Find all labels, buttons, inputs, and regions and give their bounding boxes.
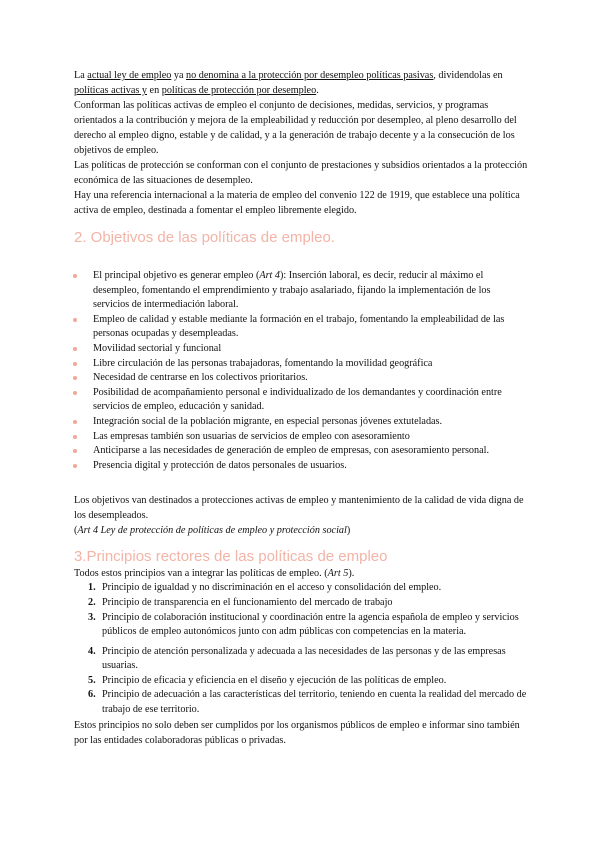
list-item: Anticiparse a las necesidades de generación de empleo de empresas, con asesoramiento personal. [74, 444, 529, 459]
section-heading-objetivos: 2. Objetivos de las políticas de empleo. [74, 229, 335, 246]
bullet-icon [73, 449, 77, 453]
list-item: Las empresas también son usuarias de servicios de empleo con asesoramiento [74, 430, 529, 445]
intro-paragraph-2: Conforman las políticas activas de empleo el conjunto de decisiones, medidas, servicios, y programas orientados a la contribución y mejora de la empleabilidad y reducción por desempleo, al pleno desarrollo del derecho al empleo digno, estable y de calidad, y a la generación de trabajo decente y a la consecución de los objetivos de empleo. [74, 100, 517, 156]
objetivos-reference: (Art 4 Ley de protección de políticas de empleo y protección social) [74, 525, 351, 537]
link-politicas-proteccion: políticas de protección por desempleo [161, 85, 317, 96]
intro-paragraph-1: La actual ley de empleo ya no denomina a la protección por desempleo políticas pasivas, dividendolas en políticas activas y en políticas de protección por desempleo. [74, 70, 503, 96]
list-item: 4. Principio de atención personalizada y adecuada a las necesidades de las personas y de las empresas usuarias. [88, 645, 506, 672]
bullet-icon [73, 420, 77, 424]
section-heading-principios: 3.Principios rectores de las políticas de empleo [74, 548, 388, 566]
list-item: 2. Principio de transparencia en el funcionamiento del mercado de trabajo [88, 596, 393, 608]
list-item: El principal objetivo es generar empleo (Art 4): Inserción laboral, es decir, reducir al máximo el desempleo, fomentando el emprendimiento y trabajo asalariado, fijando la implementación de los servicios de intermediación laboral. [74, 269, 529, 313]
intro-paragraph-3: Las políticas de protección se conforman con el conjunto de prestaciones y subsidios orientados a la protección económica de las situaciones de desempleo. [74, 160, 528, 186]
list-item: Necesidad de centrarse en los colectivos prioritarios. [74, 371, 529, 386]
link-politicas-activas: políticas activas y [74, 85, 147, 96]
bullet-icon [73, 464, 77, 468]
bullet-icon [73, 391, 77, 395]
list-item: 3. Principio de colaboración institucional y coordinación entre la agencia española de empleo y servicios públicos de empleo autonómicos junto con adm públicas con competencias en la materia. [88, 611, 519, 638]
bullet-icon [73, 318, 77, 322]
list-item: Libre circulación de las personas trabajadoras, fomentando la movilidad geográfica [74, 357, 529, 372]
list-item: 5. Principio de eficacia y eficiencia en el diseño y ejecución de las políticas de empleo. [88, 674, 447, 686]
bullet-icon [73, 347, 77, 351]
intro-paragraph-4: Hay una referencia internacional a la materia de empleo del convenio 122 de 1919, que establece una política activa de empleo, destinada a fomentar el empleo libremente elegido. [74, 190, 520, 216]
list-item: Presencia digital y protección de datos personales de usuarios. [74, 459, 529, 474]
bullet-icon [73, 376, 77, 380]
objetivos-list [74, 269, 529, 473]
link-no-denomina: no denomina a la protección por desempleo políticas pasivas [186, 70, 434, 81]
principios-intro: Todos estos principios van a integrar las políticas de empleo. (Art 5). [74, 568, 355, 580]
link-actual-ley: actual ley de empleo [87, 70, 172, 81]
list-item: Empleo de calidad y estable mediante la formación en el trabajo, fomentando la empleabilidad de las personas ocupadas y desempleadas. [74, 313, 529, 342]
list-item: 1. Principio de igualdad y no discriminación en el acceso y consolidación del empleo. [88, 582, 442, 594]
list-item: Movilidad sectorial y funcional [74, 342, 529, 357]
objetivos-closing: Los objetivos van destinados a protecciones activas de empleo y mantenimiento de la calidad de vida digna de los desempleados. [74, 495, 524, 522]
bullet-icon [73, 435, 77, 439]
list-item: Integración social de la población migrante, en especial personas jóvenes extuteladas. [74, 415, 529, 430]
principios-list [74, 581, 529, 717]
list-item: Posibilidad de acompañamiento personal e individualizado de los demandantes y coordinación entre servicios de empleo, educación y sanidad. [74, 386, 529, 415]
bullet-icon [73, 274, 77, 278]
list-item: 6. Principio de adecuación a las características del territorio, teniendo en cuenta la realidad del mercado de trabajo de ese territorio. [88, 689, 527, 716]
bullet-icon [73, 362, 77, 366]
document-page [74, 68, 529, 748]
principios-closing: Estos principios no solo deben ser cumplidos por los organismos públicos de empleo e informar sino también por las entidades colaboradoras públicas o privadas. [74, 719, 520, 746]
